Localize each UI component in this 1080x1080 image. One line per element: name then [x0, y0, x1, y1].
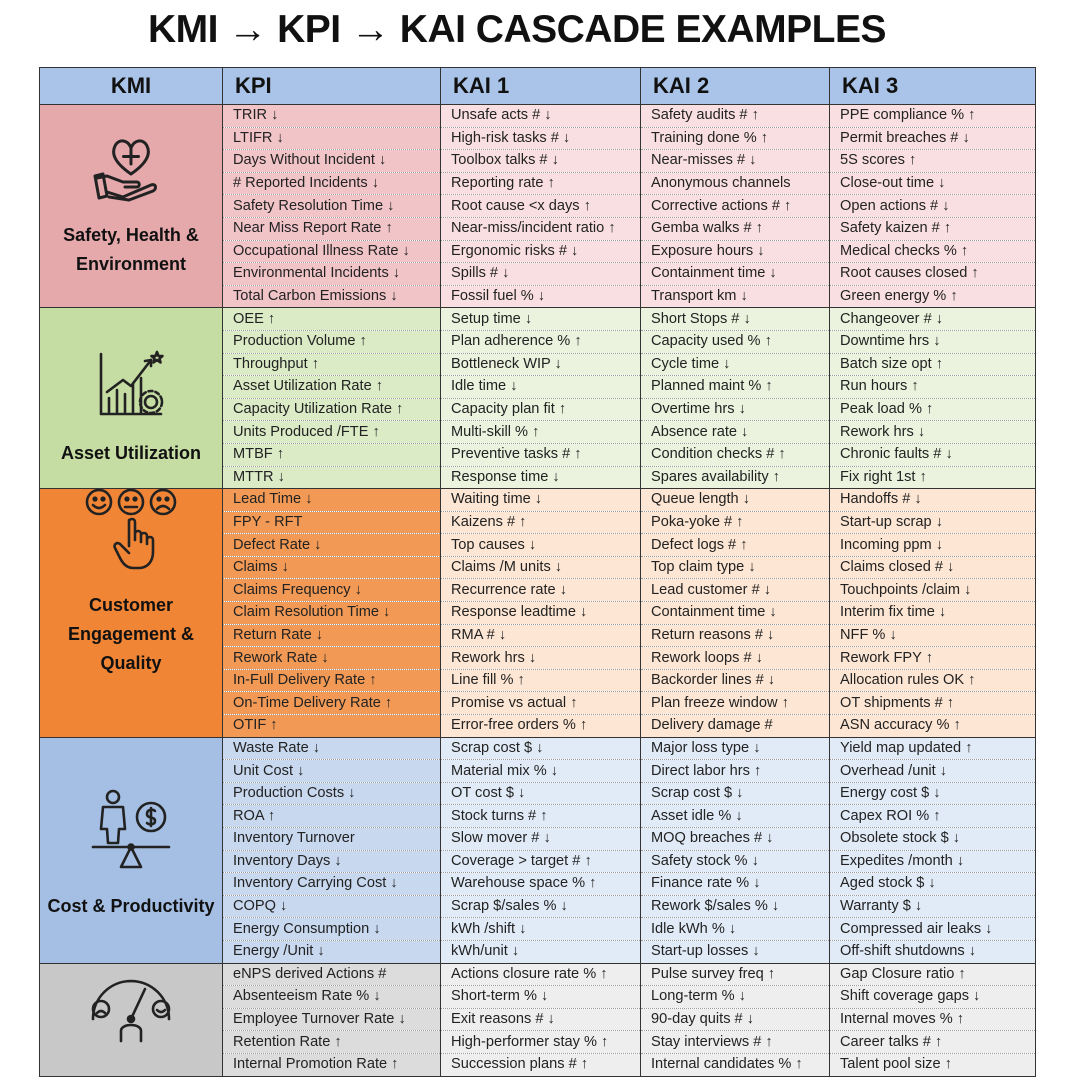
kai-2-cell: Spares availability ↑ — [641, 466, 830, 489]
kpi-cell: Production Volume ↑ — [223, 330, 441, 353]
kai-1-cell: Rework hrs ↓ — [441, 647, 641, 670]
header-kai-1: KAI 1 — [441, 68, 641, 105]
kmi-cell — [40, 308, 223, 489]
kpi-cell: Unit Cost ↓ — [223, 760, 441, 783]
kmi-group — [40, 348, 222, 468]
kai-3-cell: Medical checks % ↑ — [830, 240, 1036, 263]
kai-2-cell: Top claim type ↓ — [641, 556, 830, 579]
kmi-group — [40, 965, 222, 1052]
kai-3-cell: Claims closed # ↓ — [830, 556, 1036, 579]
kpi-cell: Safety Resolution Time ↓ — [223, 195, 441, 218]
kpi-cell: Waste Rate ↓ — [223, 737, 441, 760]
kai-3-cell: Aged stock $ ↓ — [830, 873, 1036, 896]
kai-3-cell: Fix right 1st ↑ — [830, 466, 1036, 489]
kai-3-cell: Obsolete stock $ ↓ — [830, 828, 1036, 851]
kpi-cell: Claim Resolution Time ↓ — [223, 602, 441, 625]
kai-3-cell: Peak load % ↑ — [830, 398, 1036, 421]
kai-2-cell: Gemba walks # ↑ — [641, 217, 830, 240]
kpi-cell: Capacity Utilization Rate ↑ — [223, 398, 441, 421]
header-kmi: KMI — [40, 68, 223, 105]
kpi-cell: MTTR ↓ — [223, 466, 441, 489]
kai-1-cell: Stock turns # ↑ — [441, 805, 641, 828]
table-row — [40, 963, 1036, 986]
kai-2-cell: Poka-yoke # ↑ — [641, 511, 830, 534]
person-coin-balance-icon — [40, 789, 222, 880]
kai-3-cell: Root causes closed ↑ — [830, 263, 1036, 286]
kai-1-cell: Claims /M units ↓ — [441, 556, 641, 579]
kai-2-cell: Corrective actions # ↑ — [641, 195, 830, 218]
kpi-cell: Near Miss Report Rate ↑ — [223, 217, 441, 240]
header-kpi: KPI — [223, 68, 441, 105]
kpi-cell: COPQ ↓ — [223, 895, 441, 918]
kai-2-cell: Idle kWh % ↓ — [641, 918, 830, 941]
kai-1-cell: Response time ↓ — [441, 466, 641, 489]
kai-3-cell: Batch size opt ↑ — [830, 353, 1036, 376]
kai-2-cell: Training done % ↑ — [641, 127, 830, 150]
kai-3-cell: Permit breaches # ↓ — [830, 127, 1036, 150]
kai-2-cell: Internal candidates % ↑ — [641, 1053, 830, 1076]
kai-3-cell: Chronic faults # ↓ — [830, 443, 1036, 466]
kai-3-cell: 5S scores ↑ — [830, 150, 1036, 173]
kai-1-cell: Reporting rate ↑ — [441, 172, 641, 195]
kai-1-cell: Plan adherence % ↑ — [441, 330, 641, 353]
kpi-cell: MTBF ↑ — [223, 443, 441, 466]
kai-1-cell: Coverage > target # ↑ — [441, 850, 641, 873]
kai-1-cell: Setup time ↓ — [441, 308, 641, 331]
cascade-table — [39, 67, 1036, 1077]
table-row — [40, 737, 1036, 760]
kpi-cell: eNPS derived Actions # — [223, 963, 441, 986]
kpi-cell: Lead Time ↓ — [223, 489, 441, 512]
kai-2-cell: Cycle time ↓ — [641, 353, 830, 376]
kpi-cell: Internal Promotion Rate ↑ — [223, 1053, 441, 1076]
kai-3-cell: Green energy % ↑ — [830, 285, 1036, 308]
feedback-faces-hand-icon — [40, 489, 222, 579]
kai-3-cell: Expedites /month ↓ — [830, 850, 1036, 873]
kpi-cell: TRIR ↓ — [223, 105, 441, 128]
kai-1-cell: Root cause <x days ↑ — [441, 195, 641, 218]
kai-2-cell: Rework loops # ↓ — [641, 647, 830, 670]
kai-2-cell: Queue length ↓ — [641, 489, 830, 512]
kai-1-cell: Scrap $/sales % ↓ — [441, 895, 641, 918]
kai-2-cell: Plan freeze window ↑ — [641, 692, 830, 715]
kpi-cell: Defect Rate ↓ — [223, 534, 441, 557]
kai-3-cell: Touchpoints /claim ↓ — [830, 579, 1036, 602]
kmi-group — [40, 789, 222, 921]
kai-2-cell: Delivery damage # — [641, 715, 830, 738]
kai-1-cell: Near-miss/incident ratio ↑ — [441, 217, 641, 240]
table-row — [40, 308, 1036, 331]
kai-1-cell: Material mix % ↓ — [441, 760, 641, 783]
kai-1-cell: High-risk tasks # ↓ — [441, 127, 641, 150]
kai-3-cell: Safety kaizen # ↑ — [830, 217, 1036, 240]
kmi-group — [40, 134, 222, 279]
kpi-cell: Environmental Incidents ↓ — [223, 263, 441, 286]
kmi-group — [40, 489, 222, 678]
kpi-cell: ROA ↑ — [223, 805, 441, 828]
kpi-cell: Employee Turnover Rate ↓ — [223, 1008, 441, 1031]
kai-1-cell: Scrap cost $ ↓ — [441, 737, 641, 760]
kai-3-cell: PPE compliance % ↑ — [830, 105, 1036, 128]
kai-1-cell: Top causes ↓ — [441, 534, 641, 557]
kpi-cell: Production Costs ↓ — [223, 782, 441, 805]
kai-2-cell: Containment time ↓ — [641, 263, 830, 286]
kai-3-cell: Energy cost $ ↓ — [830, 782, 1036, 805]
kai-1-cell: Capacity plan fit ↑ — [441, 398, 641, 421]
kai-1-cell: Multi-skill % ↑ — [441, 421, 641, 444]
header-row — [40, 68, 1036, 105]
kai-1-cell: Unsafe acts # ↓ — [441, 105, 641, 128]
kai-2-cell: Defect logs # ↑ — [641, 534, 830, 557]
kai-2-cell: Near-misses # ↓ — [641, 150, 830, 173]
kai-2-cell: Rework $/sales % ↓ — [641, 895, 830, 918]
kai-1-cell: Ergonomic risks # ↓ — [441, 240, 641, 263]
kpi-cell: Days Without Incident ↓ — [223, 150, 441, 173]
kai-1-cell: Promise vs actual ↑ — [441, 692, 641, 715]
kai-2-cell: Overtime hrs ↓ — [641, 398, 830, 421]
kai-3-cell: Interim fix time ↓ — [830, 602, 1036, 625]
kai-1-cell: Idle time ↓ — [441, 376, 641, 399]
kpi-cell: In-Full Delivery Rate ↑ — [223, 669, 441, 692]
kpi-cell: OTIF ↑ — [223, 715, 441, 738]
kai-3-cell: Changeover # ↓ — [830, 308, 1036, 331]
kai-3-cell: Gap Closure ratio ↑ — [830, 963, 1036, 986]
kpi-cell: Units Produced /FTE ↑ — [223, 421, 441, 444]
kai-3-cell: Rework FPY ↑ — [830, 647, 1036, 670]
kpi-cell: Throughput ↑ — [223, 353, 441, 376]
kai-3-cell: Run hours ↑ — [830, 376, 1036, 399]
kai-3-cell: Open actions # ↓ — [830, 195, 1036, 218]
kpi-cell: Claims ↓ — [223, 556, 441, 579]
kai-3-cell: Internal moves % ↑ — [830, 1008, 1036, 1031]
kmi-cell — [40, 737, 223, 963]
kai-1-cell: Response leadtime ↓ — [441, 602, 641, 625]
kai-2-cell: Finance rate % ↓ — [641, 873, 830, 896]
kai-1-cell: Fossil fuel % ↓ — [441, 285, 641, 308]
kai-2-cell: MOQ breaches # ↓ — [641, 828, 830, 851]
table-row — [40, 105, 1036, 128]
kai-3-cell: OT shipments # ↑ — [830, 692, 1036, 715]
kmi-label: Safety, Health & Environment — [63, 224, 199, 274]
kpi-cell: Absenteeism Rate % ↓ — [223, 986, 441, 1009]
kai-3-cell: ASN accuracy % ↑ — [830, 715, 1036, 738]
kpi-cell: Inventory Carrying Cost ↓ — [223, 873, 441, 896]
kai-1-cell: Error-free orders % ↑ — [441, 715, 641, 738]
kai-2-cell: Major loss type ↓ — [641, 737, 830, 760]
kai-3-cell: Start-up scrap ↓ — [830, 511, 1036, 534]
kai-1-cell: High-performer stay % ↑ — [441, 1031, 641, 1054]
header-kai-2: KAI 2 — [641, 68, 830, 105]
kai-3-cell: Compressed air leaks ↓ — [830, 918, 1036, 941]
kpi-cell: # Reported Incidents ↓ — [223, 172, 441, 195]
kai-2-cell: Return reasons # ↓ — [641, 624, 830, 647]
growth-chart-gear-icon — [40, 348, 222, 427]
kmi-label: Customer Engagement & Quality — [67, 594, 195, 673]
kmi-label: Cost & Productivity — [47, 896, 215, 917]
kai-3-cell: Shift coverage gaps ↓ — [830, 986, 1036, 1009]
kai-1-cell: OT cost $ ↓ — [441, 782, 641, 805]
page-title: KMI → KPI → KAI CASCADE EXAMPLES — [147, 8, 887, 51]
kai-3-cell: Downtime hrs ↓ — [830, 330, 1036, 353]
kai-2-cell: Lead customer # ↓ — [641, 579, 830, 602]
kai-3-cell: NFF % ↓ — [830, 624, 1036, 647]
kai-2-cell: Condition checks # ↑ — [641, 443, 830, 466]
kai-2-cell: Short Stops # ↓ — [641, 308, 830, 331]
kai-2-cell: Long-term % ↓ — [641, 986, 830, 1009]
kai-1-cell: kWh /shift ↓ — [441, 918, 641, 941]
kpi-cell: Claims Frequency ↓ — [223, 579, 441, 602]
kai-1-cell: Warehouse space % ↑ — [441, 873, 641, 896]
kai-2-cell: Capacity used % ↑ — [641, 330, 830, 353]
kpi-cell: Inventory Days ↓ — [223, 850, 441, 873]
kpi-cell: Total Carbon Emissions ↓ — [223, 285, 441, 308]
kai-2-cell: Scrap cost $ ↓ — [641, 782, 830, 805]
kai-2-cell: Safety stock % ↓ — [641, 850, 830, 873]
kai-1-cell: Recurrence rate ↓ — [441, 579, 641, 602]
kai-1-cell: Exit reasons # ↓ — [441, 1008, 641, 1031]
satisfaction-gauge-person-icon — [40, 965, 222, 1052]
kpi-cell: Asset Utilization Rate ↑ — [223, 376, 441, 399]
kai-1-cell: Toolbox talks # ↓ — [441, 150, 641, 173]
kai-3-cell: Overhead /unit ↓ — [830, 760, 1036, 783]
kai-2-cell: Safety audits # ↑ — [641, 105, 830, 128]
kai-1-cell: Succession plans # ↑ — [441, 1053, 641, 1076]
kai-3-cell: Rework hrs ↓ — [830, 421, 1036, 444]
kai-2-cell: Start-up losses ↓ — [641, 940, 830, 963]
kai-1-cell: Kaizens # ↑ — [441, 511, 641, 534]
kai-2-cell: Absence rate ↓ — [641, 421, 830, 444]
kai-1-cell: Short-term % ↓ — [441, 986, 641, 1009]
kmi-cell — [40, 489, 223, 738]
kai-2-cell: 90-day quits # ↓ — [641, 1008, 830, 1031]
kai-3-cell: Yield map updated ↑ — [830, 737, 1036, 760]
kai-3-cell: Close-out time ↓ — [830, 172, 1036, 195]
kai-3-cell: Handoffs # ↓ — [830, 489, 1036, 512]
kai-3-cell: Capex ROI % ↑ — [830, 805, 1036, 828]
kpi-cell: LTIFR ↓ — [223, 127, 441, 150]
kai-2-cell: Containment time ↓ — [641, 602, 830, 625]
kpi-cell: Return Rate ↓ — [223, 624, 441, 647]
kpi-cell: Inventory Turnover — [223, 828, 441, 851]
kai-1-cell: Actions closure rate % ↑ — [441, 963, 641, 986]
table-row — [40, 489, 1036, 512]
kmi-cell — [40, 105, 223, 308]
kpi-cell: FPY - RFT — [223, 511, 441, 534]
kai-3-cell: Allocation rules OK ↑ — [830, 669, 1036, 692]
kai-3-cell: Talent pool size ↑ — [830, 1053, 1036, 1076]
kpi-cell: Energy /Unit ↓ — [223, 940, 441, 963]
kai-2-cell: Backorder lines # ↓ — [641, 669, 830, 692]
kai-2-cell: Stay interviews # ↑ — [641, 1031, 830, 1054]
kai-1-cell: Waiting time ↓ — [441, 489, 641, 512]
kai-3-cell: Incoming ppm ↓ — [830, 534, 1036, 557]
kai-1-cell: Line fill % ↑ — [441, 669, 641, 692]
header-kai-3: KAI 3 — [830, 68, 1036, 105]
kai-2-cell: Transport km ↓ — [641, 285, 830, 308]
kai-1-cell: Slow mover # ↓ — [441, 828, 641, 851]
heart-hand-icon — [40, 134, 222, 209]
kpi-cell: On-Time Delivery Rate ↑ — [223, 692, 441, 715]
table-body — [40, 105, 1036, 1077]
kai-2-cell: Anonymous channels — [641, 172, 830, 195]
kpi-cell: Retention Rate ↑ — [223, 1031, 441, 1054]
kai-3-cell: Warranty $ ↓ — [830, 895, 1036, 918]
kai-2-cell: Exposure hours ↓ — [641, 240, 830, 263]
kmi-label: Asset Utilization — [60, 443, 202, 464]
kpi-cell: OEE ↑ — [223, 308, 441, 331]
kai-1-cell: Preventive tasks # ↑ — [441, 443, 641, 466]
kpi-cell: Occupational Illness Rate ↓ — [223, 240, 441, 263]
kpi-cell: Rework Rate ↓ — [223, 647, 441, 670]
kai-2-cell: Asset idle % ↓ — [641, 805, 830, 828]
kai-1-cell: Bottleneck WIP ↓ — [441, 353, 641, 376]
kmi-cell — [40, 963, 223, 1076]
kai-1-cell: Spills # ↓ — [441, 263, 641, 286]
kai-2-cell: Planned maint % ↑ — [641, 376, 830, 399]
kai-1-cell: kWh/unit ↓ — [441, 940, 641, 963]
kai-1-cell: RMA # ↓ — [441, 624, 641, 647]
kpi-cell: Energy Consumption ↓ — [223, 918, 441, 941]
kai-3-cell: Off-shift shutdowns ↓ — [830, 940, 1036, 963]
kai-2-cell: Direct labor hrs ↑ — [641, 760, 830, 783]
kai-2-cell: Pulse survey freq ↑ — [641, 963, 830, 986]
kai-3-cell: Career talks # ↑ — [830, 1031, 1036, 1054]
